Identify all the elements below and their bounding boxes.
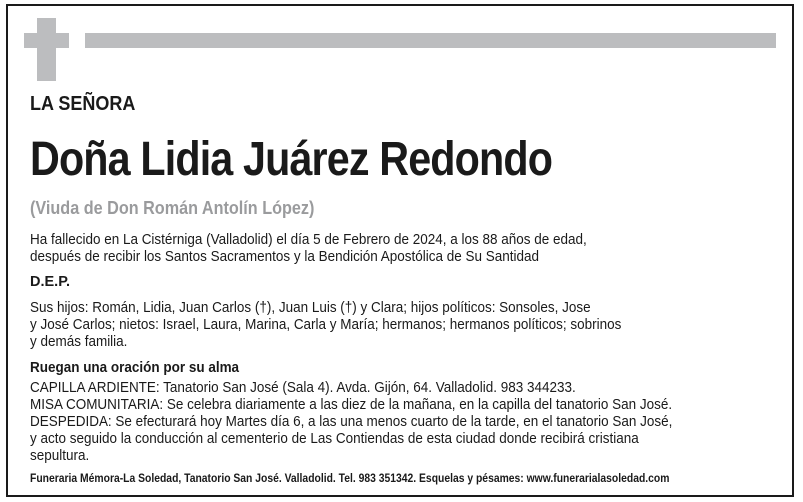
death-info-line: Ha fallecido en La Cistérniga (Valladolid) el día 5 de Febrero de 2024, a los 88 años de edad, [30, 232, 587, 248]
family-list [30, 300, 621, 351]
family-line: Sus hijos: Román, Lidia, Juan Carlos (†), Juan Luis (†) y Clara; hijos políticos: Sonsoles, Jose [30, 300, 591, 316]
cross-icon-vertical [37, 18, 56, 81]
detail-line: DESPEDIDA: Se efecturará hoy Martes día 6, a las una menos cuarto de la tarde, en el tanatorio San José, [30, 414, 673, 430]
service-details [30, 380, 672, 465]
prayer-request: Ruegan una oración por su alma [30, 360, 240, 376]
detail-line: MISA COMUNITARIA: Se celebra diariamente a las diez de la mañana, en la capilla del tanatorio San José. [30, 397, 673, 413]
funeral-home-footer: Funeraria Mémora-La Soledad, Tanatorio San José. Valladolid. Tel. 983 351342. Esquelas y pésames: www.funerarialasoledad.com [30, 473, 670, 485]
family-line: y José Carlos; nietos: Israel, Laura, Marina, Carla y María; hermanos; hermanos políticos; sobrinos [30, 317, 622, 333]
detail-line: y acto seguido la conducción al cementerio de Las Contiendas de esta ciudad donde recibirá cristiana [30, 431, 639, 447]
widow-note: (Viuda de Don Román Antolín López) [30, 198, 315, 218]
cross-icon-horizontal [24, 33, 69, 48]
death-info [30, 232, 587, 266]
family-line: y demás familia. [30, 334, 128, 350]
detail-line: sepultura. [30, 448, 90, 464]
deceased-name: Doña Lidia Juárez Redondo [30, 133, 553, 186]
detail-line: CAPILLA ARDIENTE: Tanatorio San José (Sala 4). Avda. Gijón, 64. Valladolid. 983 344233. [30, 380, 576, 396]
header-bar [85, 33, 776, 48]
dep-label: D.E.P. [30, 274, 71, 290]
death-info-line: después de recibir los Santos Sacramentos y la Bendición Apostólica de Su Santidad [30, 249, 540, 265]
notice-heading: LA SEÑORA [30, 93, 136, 115]
